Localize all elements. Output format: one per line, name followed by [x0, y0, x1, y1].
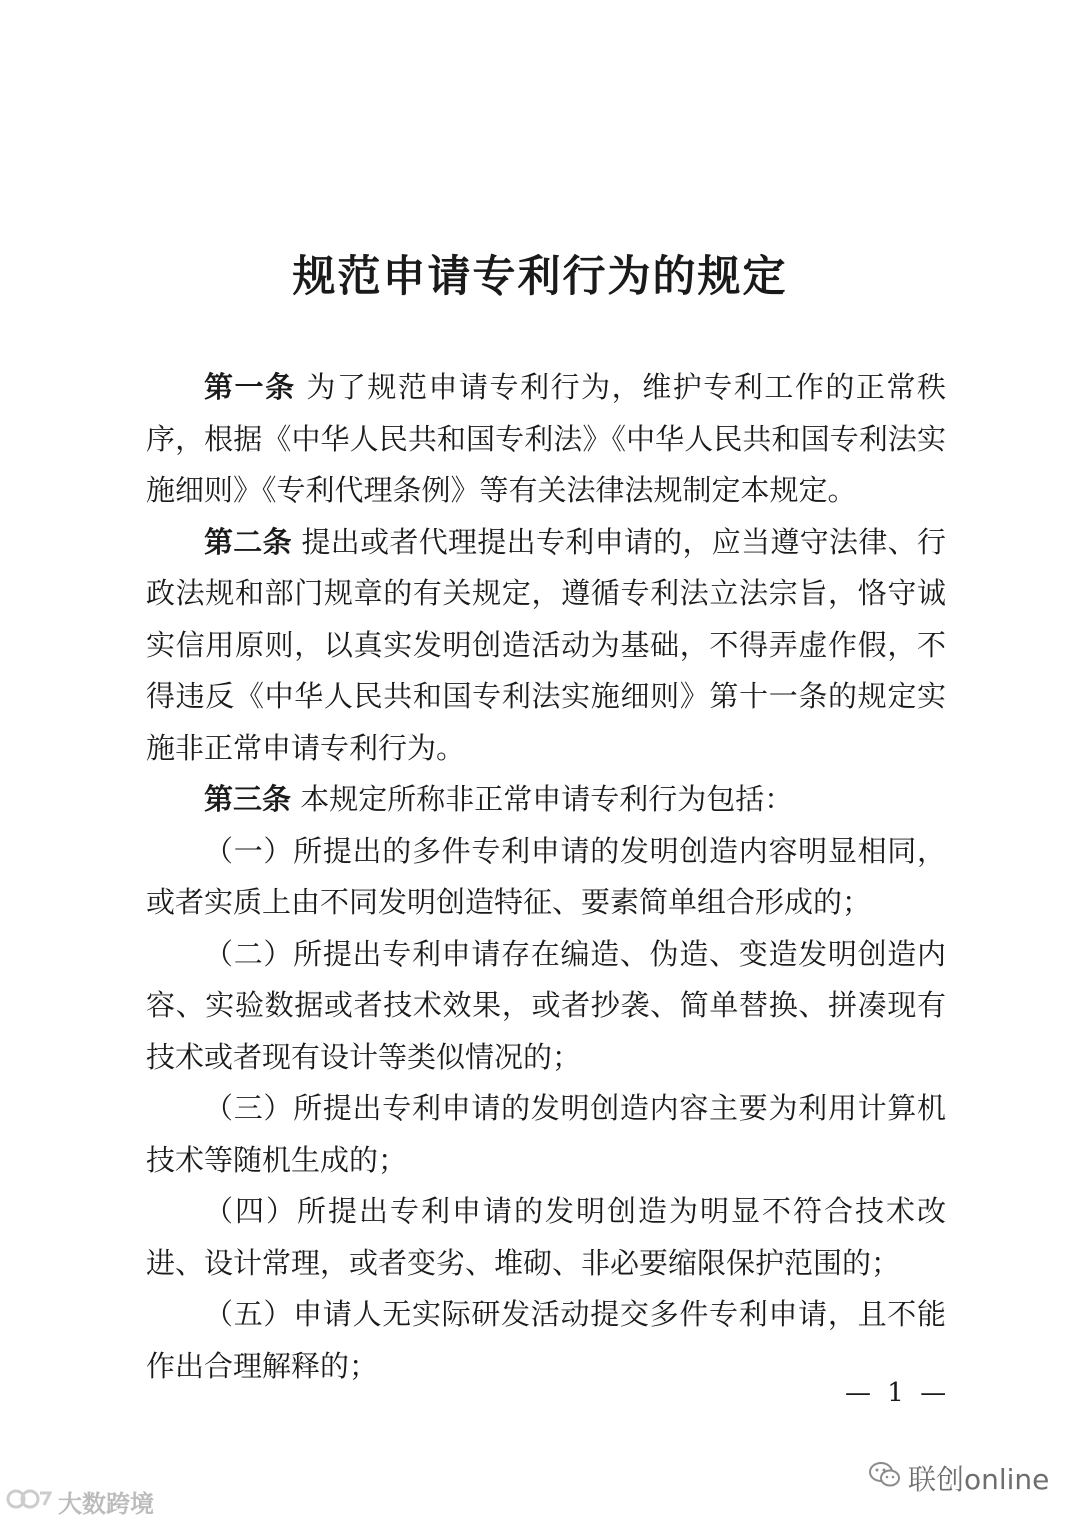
page-number: — 1 — — [845, 1378, 951, 1408]
article-text: 提出或者代理提出专利申请的，应当遵守法律、行政法规和部门规章的有关规定，遵循专利法立法宗旨，恪守诚实信用原则，以真实发明创造活动为基础，不得弄虚作假，不得违反《中华人民共和国专利法实施细则》第十一条的规定实施非正常申请专利行为。 — [146, 524, 946, 765]
logo-icon — [6, 1485, 54, 1519]
article-number: 第二条 — [204, 524, 292, 559]
document-body — [146, 362, 946, 1392]
article-paragraph-2 — [146, 517, 946, 775]
wechat-icon — [868, 1460, 902, 1497]
list-item: （二）所提出专利申请存在编造、伪造、变造发明创造内容、实验数据或者技术效果，或者抄袭、简单替换、拼凑现有技术或者现有设计等类似情况的； — [146, 936, 946, 1074]
watermark-left-text: 大数跨境 — [58, 1490, 154, 1518]
article-text: 为了规范申请专利行为，维护专利工作的正常秩序，根据《中华人民共和国专利法》《中华人民共和国专利法实施细则》《专利代理条例》等有关法律法规制定本规定。 — [146, 370, 946, 507]
watermark-right — [868, 1458, 1049, 1498]
watermark-right-text: 联创online — [908, 1463, 1050, 1496]
article-number: 第一条 — [204, 370, 296, 404]
list-item: （四）所提出专利申请的发明创造为明显不符合技术改进、设计常理，或者变劣、堆砌、非必要缩限保护范围的； — [146, 1194, 946, 1280]
article-text: 本规定所称非正常申请专利行为包括： — [291, 782, 794, 816]
list-item: （一）所提出的多件专利申请的发明创造内容明显相同，或者实质上由不同发明创造特征、要素简单组合形成的； — [146, 833, 946, 919]
article-paragraph-3 — [146, 774, 946, 826]
list-item: （五）申请人无实际研发活动提交多件专利申请，且不能作出合理解释的； — [146, 1297, 946, 1383]
article-number: 第三条 — [204, 782, 292, 816]
document-title: 规范申请专利行为的规定 — [292, 252, 788, 302]
article-paragraph-1 — [146, 362, 946, 517]
watermark-left — [6, 1484, 154, 1519]
list-item: （三）所提出专利申请的发明创造内容主要为利用计算机技术等随机生成的； — [146, 1091, 946, 1177]
